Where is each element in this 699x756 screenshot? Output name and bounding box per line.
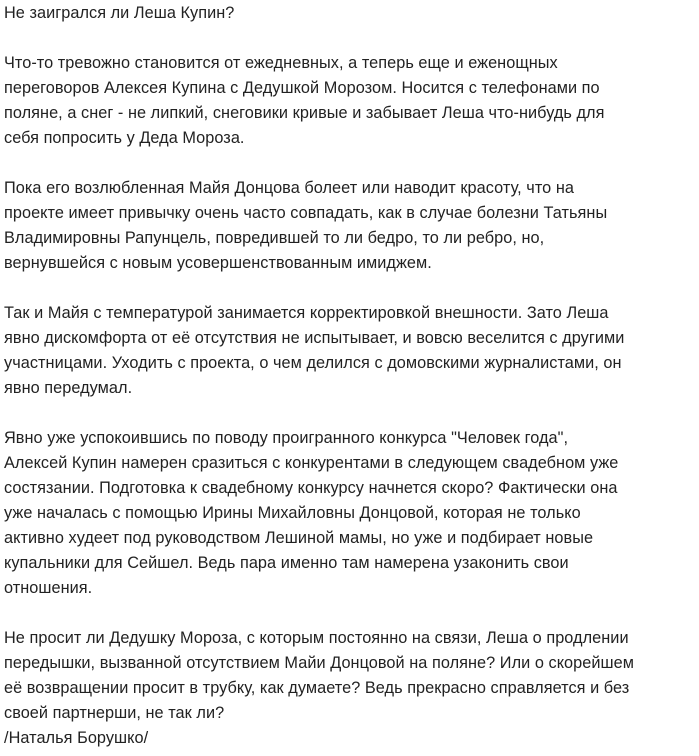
paragraph-gap [4,401,699,426]
text-line: активно худеет под руководством Лешиной мамы, но уже и подбирает новые [4,529,594,547]
text-line: своей партнерши, не так ли? [4,704,225,722]
article-title: Не заигрался ли Леша Купин? [4,4,235,22]
text-line: явно передумал. [4,379,133,397]
text-line: Что-то тревожно становится от ежедневных, а теперь еще и еженощных [4,54,558,72]
paragraph-3 [4,301,699,401]
text-line: Явно уже успокоившись по поводу проигранного конкурса "Человек года", [4,429,569,447]
text-line: состязании. Подготовка к свадебному конкурсу начнется скоро? Фактически она [4,479,618,497]
text-line: переговоров Алексея Купина с Дедушкой Морозом. Носится с телефонами по [4,79,600,97]
text-line: Алексей Купин намерен сразиться с конкурентами в следующем свадебном уже [4,454,619,472]
text-line: проекте имеет привычку очень часто совпадать, как в случае болезни Татьяны [4,204,608,222]
text-line: Пока его возлюбленная Майя Донцова болеет или наводит красоту, что на [4,179,574,197]
text-line: поляне, а снег - не липкий, снеговики кривые и забывает Леша что-нибудь для [4,104,605,122]
text-line: вернувшейся с новым усовершенствованным имиджем. [4,254,432,272]
text-line: участницами. Уходить с проекта, о чем делился с домовскими журналистами, он [4,354,622,372]
text-line: уже началась с помощью Ирины Михайловны Донцовой, которая не только [4,504,581,522]
paragraph-gap [4,276,699,301]
text-line: передышки, вызванной отсутствием Майи Донцовой на поляне? Или о скорейшем [4,654,634,672]
text-line: отношения. [4,579,93,597]
paragraph-5 [4,626,699,726]
text-line: купальники для Сейшел. Ведь пара именно там намерена узаконить свои [4,554,569,572]
text-line: Так и Майя с температурой занимается корректировкой внешности. Зато Леша [4,304,609,322]
paragraph-gap [4,601,699,626]
text-line: Не просит ли Дедушку Мороза, с которым постоянно на связи, Леша о продлении [4,629,629,647]
text-line: явно дискомфорта от её отсутствия не испытывает, и вовсю веселится с другими [4,329,625,347]
text-line: её возвращении просит в трубку, как думаете? Ведь прекрасно справляется и без [4,679,630,697]
paragraph-gap [4,26,699,51]
paragraph-gap [4,151,699,176]
text-line: себя попросить у Деда Мороза. [4,129,245,147]
text-line: Владимировны Рапунцель, повредившей то ли бедро, то ли ребро, но, [4,229,545,247]
paragraph-1 [4,51,699,151]
paragraph-2 [4,176,699,276]
author-signature: /Наталья Борушко/ [4,729,149,747]
paragraph-4 [4,426,699,601]
